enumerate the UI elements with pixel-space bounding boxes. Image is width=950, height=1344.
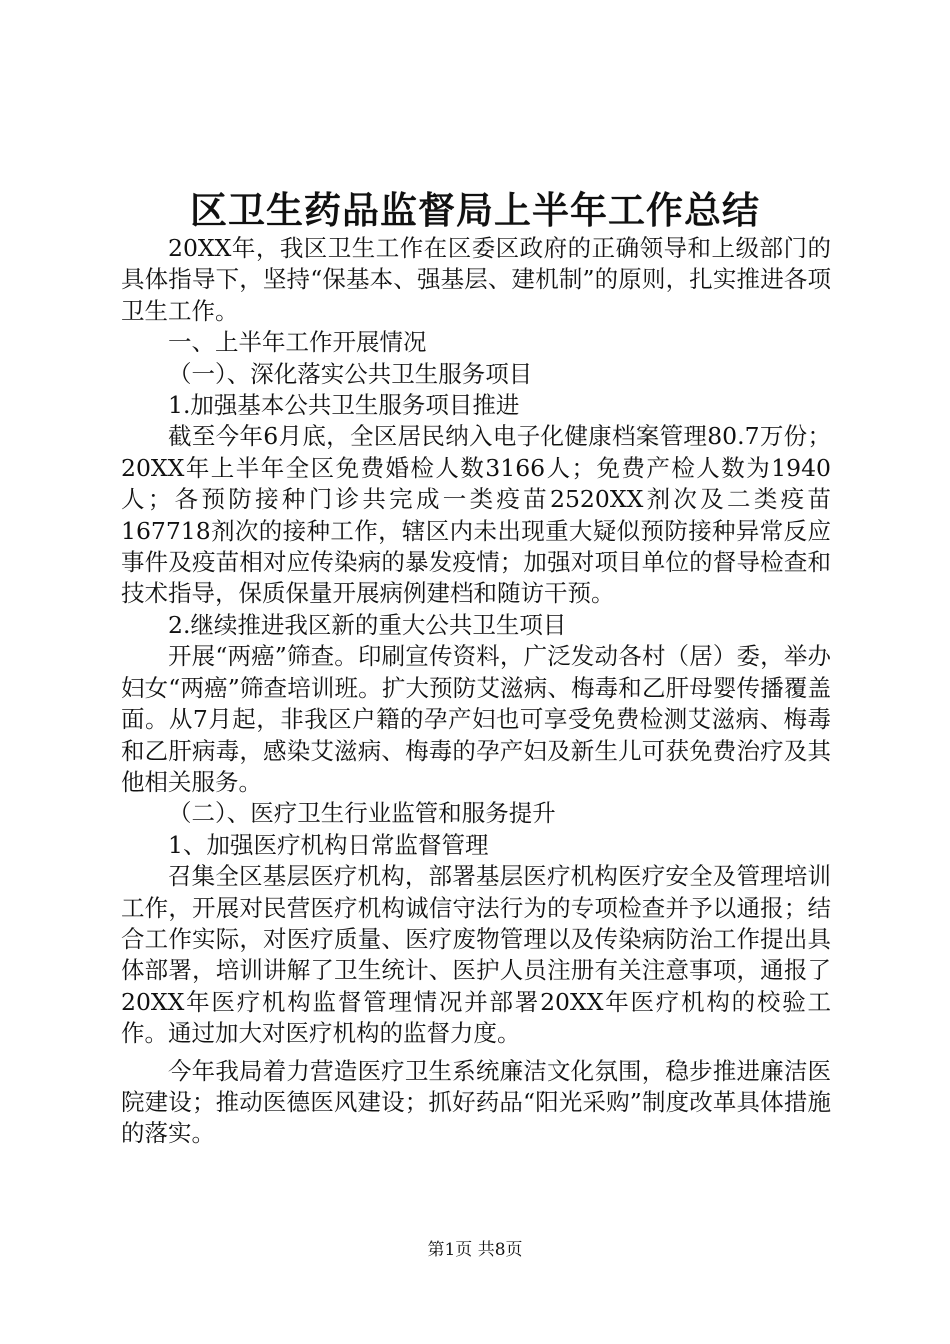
heading-section-1: 一、上半年工作开展情况 [168,328,427,357]
document-title: 区卫生药品监督局上半年工作总结 [190,188,760,232]
heading-subsection-2: （二）、医疗卫生行业监管和服务提升 [168,799,556,828]
heading-item-2-1: 1、加强医疗机构日常监督管理 [168,830,489,859]
paragraph-intro: 20XX年，我区卫生工作在区委区政府的正确领导和上级部门的具体指导下，坚持“保基本、强基层、建机制”的原则，扎实推进各项卫生工作。 [121,234,831,325]
heading-subsection-1: （一）、深化落实公共卫生服务项目 [168,359,533,388]
paragraph-screening: 开展“两癌”筛查。印刷宣传资料，广泛发动各村（居）委，举办妇女“两癌”筛查培训班。扩大预防艾滋病、梅毒和乙肝母婴传播覆盖面。从7月起，非我区户籍的孕产妇也可享受免费检测艾滋病、梅毒和乙肝病毒，感染艾滋病、梅毒的孕产妇及新生儿可获免费治疗及其他相关服务。 [121,642,831,796]
heading-item-1-1: 1.加强基本公共卫生服务项目推进 [168,391,520,420]
paragraph-supervision: 召集全区基层医疗机构，部署基层医疗机构医疗安全及管理培训工作，开展对民营医疗机构诚信守法行为的专项检查并予以通报；结合工作实际，对医疗质量、医疗废物管理以及传染病防治工作提出具体部署，培训讲解了卫生统计、医护人员注册有关注意事项，通报了20XX年医疗机构监督管理情况并部署20XX年医疗机构的校验工作。通过加大对医疗机构的监督力度。 [121,862,831,1048]
paragraph-public-health-data: 截至今年6月底，全区居民纳入电子化健康档案管理80.7万份；20XX年上半年全区免费婚检人数3166人；免费产检人数为1940人；各预防接种门诊共完成一类疫苗2520XX剂次及二类疫苗167718剂次的接种工作，辖区内未出现重大疑似预防接种异常反应事件及疫苗相对应传染病的暴发疫情；加强对项目单位的督导检查和技术指导，保质保量开展病例建档和随访干预。 [121,422,831,608]
heading-item-1-2: 2.继续推进我区新的重大公共卫生项目 [168,610,567,639]
page-number: 第1页 共8页 [427,1240,523,1260]
paragraph-integrity: 今年我局着力营造医疗卫生系统廉洁文化氛围，稳步推进廉洁医院建设；推动医德医风建设；抓好药品“阳光采购”制度改革具体措施的落实。 [121,1056,831,1148]
document-body [121,233,831,1150]
